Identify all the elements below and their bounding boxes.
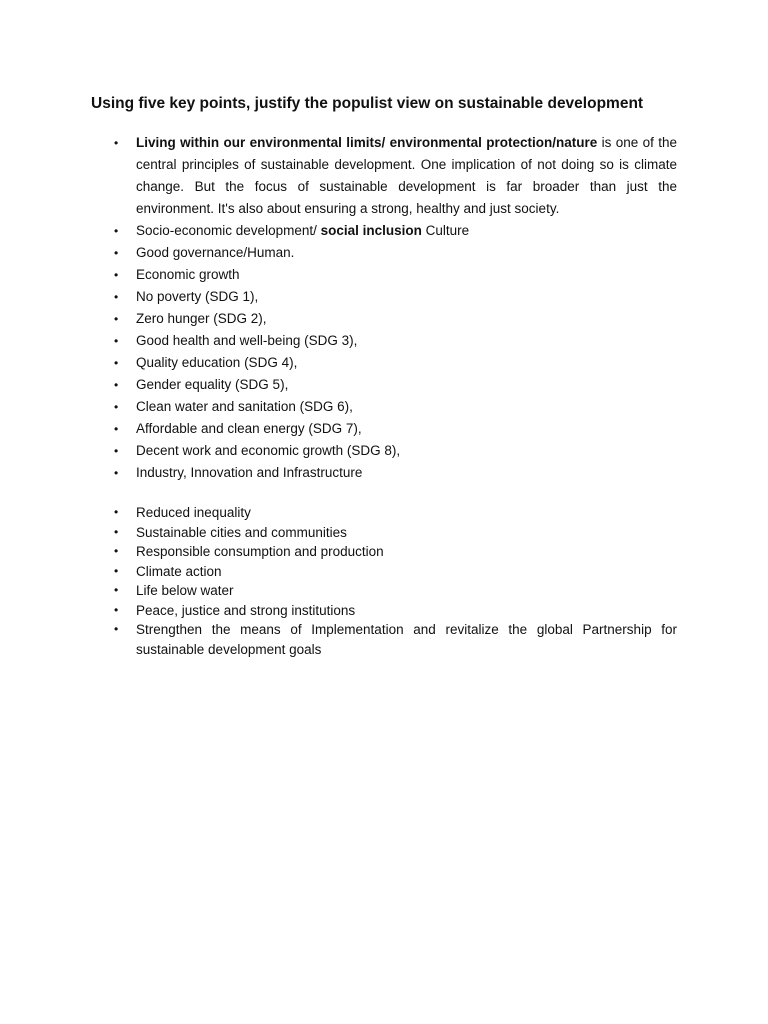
sdg-goals-list	[0, 503, 768, 659]
bullet-icon: •	[114, 622, 119, 636]
list-item	[0, 562, 677, 582]
bullet-icon: •	[114, 334, 119, 348]
item-text: Strengthen the means of Implementation and revitalize the global Partnership for sustainable development goals	[136, 622, 677, 657]
bullet-icon: •	[114, 312, 119, 326]
item-text: Zero hunger (SDG 2),	[136, 311, 267, 326]
list-item	[0, 523, 677, 543]
item-text: Affordable and clean energy (SDG 7),	[136, 421, 362, 436]
item-text: Sustainable cities and communities	[136, 524, 347, 540]
list-item	[0, 286, 677, 308]
list-item	[0, 581, 677, 601]
list-item	[0, 440, 677, 462]
item-text: Gender equality (SDG 5),	[136, 377, 289, 392]
item-text: Quality education (SDG 4),	[136, 355, 298, 370]
bullet-icon: •	[114, 400, 119, 414]
item-text: Good governance/Human.	[136, 245, 295, 260]
item-text: Climate action	[136, 563, 222, 579]
list-item	[0, 352, 677, 374]
list-item	[0, 601, 677, 621]
bullet-icon: •	[114, 563, 119, 578]
item-text: Responsible consumption and production	[136, 544, 384, 559]
list-item	[0, 374, 677, 396]
item-text: Socio-economic development/	[136, 223, 321, 238]
list-item	[0, 330, 677, 352]
item-bold-lead: Living within our environmental limits/ environmental protection/nature	[136, 135, 598, 150]
item-text: Industry, Innovation and Infrastructure	[136, 465, 363, 480]
item-text: Life below water	[136, 583, 234, 598]
item-text: is one of the central principles of sustainable development. One implication of not doing so is climate change. But the focus of sustainable development is far broader than just the environment. It's also about ensuring a strong, healthy and just society.	[136, 135, 677, 216]
item-text: Culture	[421, 223, 470, 238]
item-text: Clean water and sanitation (SDG 6),	[136, 399, 353, 414]
list-item	[0, 242, 677, 264]
list-item	[0, 503, 677, 523]
list-item	[0, 462, 677, 484]
list-item	[0, 418, 677, 440]
list-item	[0, 220, 677, 242]
item-text: Economic growth	[136, 267, 240, 282]
bullet-icon: •	[114, 290, 119, 304]
bullet-icon: •	[114, 268, 119, 282]
key-points-list	[0, 132, 768, 484]
bullet-icon: •	[114, 583, 119, 597]
bullet-icon: •	[114, 602, 119, 617]
list-item	[0, 396, 677, 418]
bullet-icon: •	[114, 356, 119, 370]
bullet-icon: •	[114, 378, 119, 392]
bullet-icon: •	[114, 224, 119, 238]
bullet-icon: •	[114, 524, 119, 539]
list-item	[0, 132, 677, 220]
list-item	[0, 542, 677, 562]
list-item	[0, 620, 677, 659]
bullet-icon: •	[114, 422, 119, 436]
question-heading: Using five key points, justify the populist view on sustainable development	[91, 95, 644, 112]
item-text: No poverty (SDG 1),	[136, 289, 259, 304]
bullet-icon: •	[114, 505, 119, 519]
list-item	[0, 264, 677, 286]
bullet-icon: •	[114, 444, 119, 458]
item-text: Peace, justice and strong institutions	[136, 602, 356, 618]
item-text: Reduced inequality	[136, 505, 251, 520]
bullet-icon: •	[114, 246, 119, 260]
item-text: Decent work and economic growth (SDG 8),	[136, 443, 401, 458]
bullet-icon: •	[114, 544, 119, 558]
bullet-icon: •	[114, 136, 119, 150]
item-bold-text: social inclusion	[320, 223, 422, 238]
list-item	[0, 308, 677, 330]
item-text: Good health and well-being (SDG 3),	[136, 333, 358, 348]
bullet-icon: •	[114, 466, 119, 480]
